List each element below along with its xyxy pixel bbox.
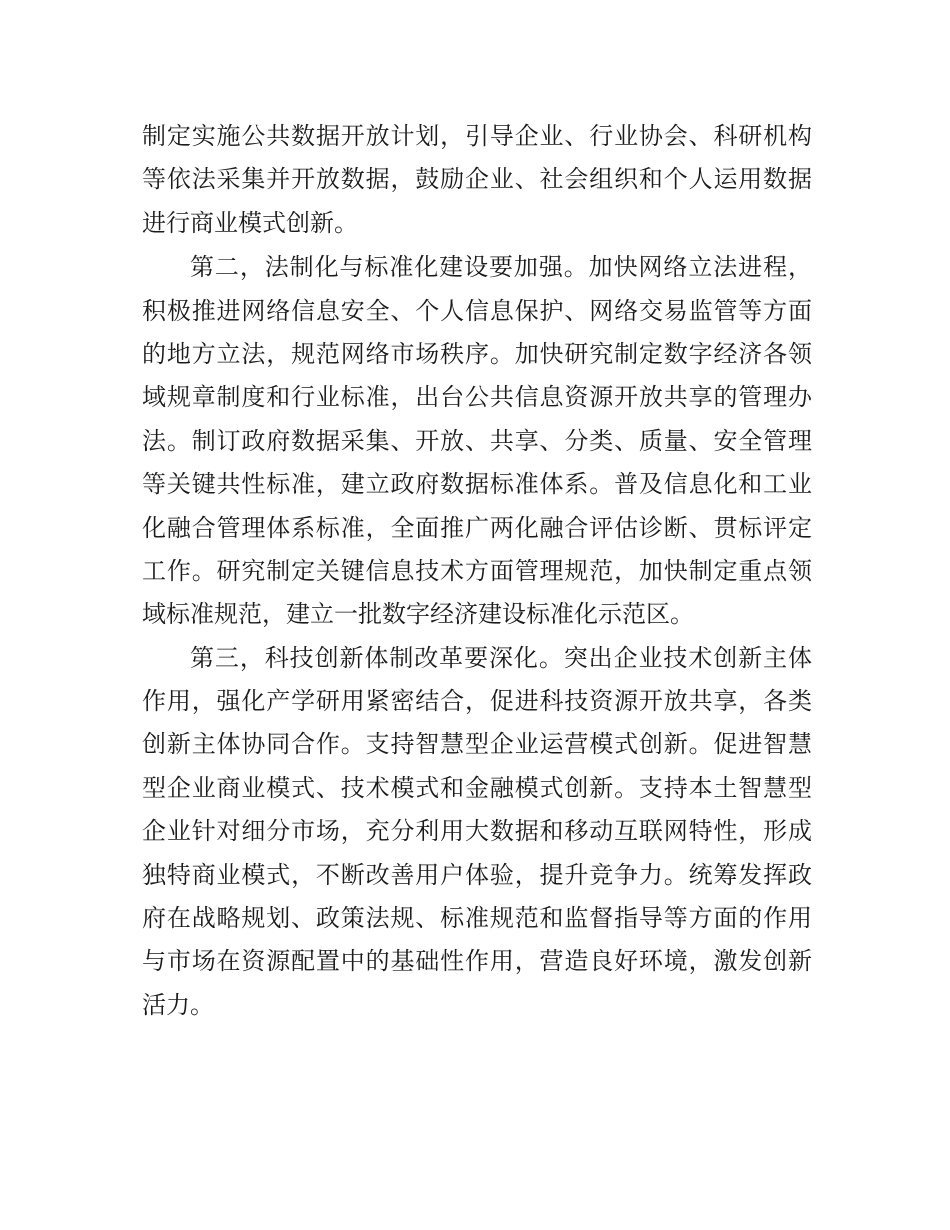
paragraph-legal-standards (142, 246, 812, 637)
paragraph-tech-innovation (142, 637, 812, 1028)
text-line: 的地方立法，规范网络市场秩序。加快研究制定数字经济各领 (142, 339, 812, 368)
text-line: 第二，法制化与标准化建设要加强。加快网络立法进程， (190, 253, 812, 282)
text-line: 积极推进网络信息安全、个人信息保护、网络交易监管等方面 (142, 296, 812, 325)
text-line: 法。制订政府数据采集、开放、共享、分类、质量、安全管理 (142, 426, 812, 455)
text-line: 企业针对细分市场，充分利用大数据和移动互联网特性，形成 (142, 817, 812, 846)
text-line: 工作。研究制定关键信息技术方面管理规范，加快制定重点领 (142, 556, 812, 585)
text-line: 进行商业模式创新。 (142, 208, 358, 237)
text-line: 第三，科技创新体制改革要深化。突出企业技术创新主体 (190, 643, 812, 672)
text-line: 等依法采集并开放数据，鼓励企业、社会组织和个人运用数据 (142, 165, 812, 194)
text-line: 制定实施公共数据开放计划，引导企业、行业协会、科研机构 (142, 122, 812, 150)
text-line: 化融合管理体系标准，全面推广两化融合评估诊断、贯标评定 (142, 513, 812, 542)
text-line: 独特商业模式，不断改善用户体验，提升竞争力。统筹发挥政 (142, 860, 812, 889)
text-line: 创新主体协同合作。支持智慧型企业运营模式创新。促进智慧 (142, 730, 812, 759)
text-line: 域规章制度和行业标准，出台公共信息资源开放共享的管理办 (142, 383, 812, 412)
text-line: 活力。 (142, 990, 214, 1019)
text-line: 与市场在资源配置中的基础性作用，营造良好环境，激发创新 (142, 947, 812, 976)
text-line: 等关键共性标准，建立政府数据标准体系。普及信息化和工业 (142, 470, 812, 499)
body-text (142, 115, 812, 1027)
text-line: 型企业商业模式、技术模式和金融模式创新。支持本土智慧型 (142, 773, 812, 802)
paragraph-open-data (142, 115, 812, 245)
text-line: 域标准规范，建立一批数字经济建设标准化示范区。 (142, 600, 694, 629)
text-line: 府在战略规划、政策法规、标准规范和监督指导等方面的作用 (142, 904, 812, 933)
text-line: 作用，强化产学研用紧密结合，促进科技资源开放共享，各类 (142, 687, 812, 716)
